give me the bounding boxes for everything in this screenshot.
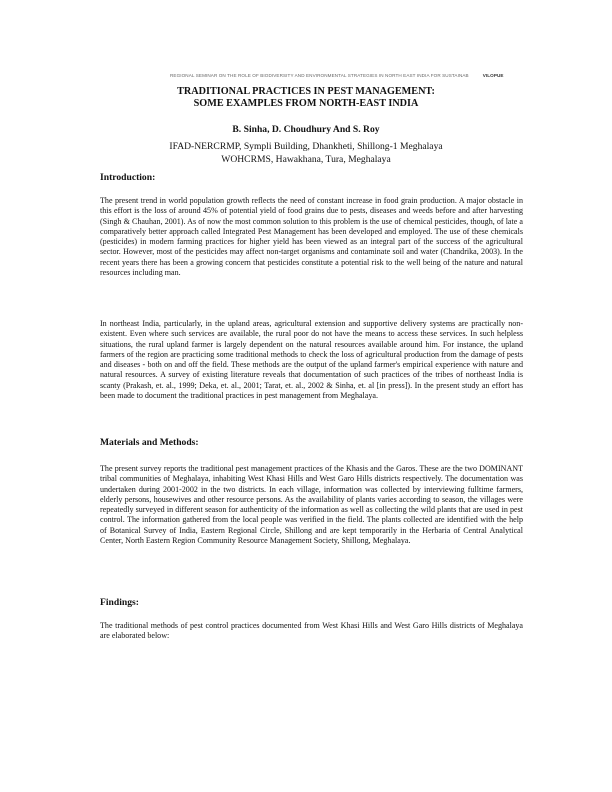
findings-heading: Findings: xyxy=(100,597,139,608)
introduction-heading: Introduction: xyxy=(100,172,156,183)
findings-paragraph-1: The traditional methods of pest control practices documented from West Khasi Hills and West Garo Hills districts of Meghalaya are elaborated below: xyxy=(100,621,523,641)
methods-heading: Materials and Methods: xyxy=(100,437,199,448)
affiliations xyxy=(100,141,512,166)
methods-paragraph-1: The present survey reports the traditional pest management practices of the Khasis and the Garos. These are the two DOMINANT tribal communities of Meghalaya, inhabiting West Khasi Hills and West Garo Hills districts respectively. The documentation was undertaken during 2001-2002 in the two districts. In each village, information was collected by interviewing fulltime farmers, elderly persons, housewives and other resource persons. As the availability of plants varies according to season, the villages were repeatedly surveyed in different season for authenticity of the information as well as collecting the wild plants that are used in pest control. The information gathered from the local people was verified in the field. The plants collected are identified with the help of Botanical Survey of India, Eastern Regional Circle, Shillong and are kept temporarily in the Herbaria of Central Analytical Center, North Eastern Region Community Resource Management Society, Shillong, Meghalaya. xyxy=(100,464,523,546)
running-header xyxy=(170,73,570,78)
title-line-1: TRADITIONAL PRACTICES IN PEST MANAGEMENT: xyxy=(177,86,435,97)
affiliation-line-1: IFAD-NERCRMP, Sympli Building, Dhankheti, Shillong-1 Meghalaya xyxy=(169,141,443,152)
article-title xyxy=(100,86,512,110)
introduction-paragraph-1: The present trend in world population growth reflects the need of constant increase in food grain production. A major obstacle in this effort is the loss of around 45% of potential yield of food grains due to pests, diseases and weeds before and after harvesting (Singh & Chauhan, 2001). As of now the most common solution to this problem is the use of chemical pesticides, though, of late a comparatively better approach called Integrated Pest Management has been developed and employed. The use of these chemicals (pesticides) in modern farming practices for higher yield has been viewed as an integral part of the success of the agricultural sector. However, most of the pesticides may affect non-target organisms and contaminate soil and water (Chandrika, 2003). In the recent years there has been a growing concern that pesticides constitute a potential risk to the well being of the nature and natural resources including man. xyxy=(100,196,523,278)
running-title: REGIONAL SEMINAR ON THE ROLE OF BIODIVERSITY AND ENVIRONMENTAL STRATEGIES IN NORTH EAST INDIA FOR SUSTAINAB xyxy=(170,73,469,78)
authors: B. Sinha, D. Choudhury And S. Roy xyxy=(232,124,380,135)
affiliation-line-2: WOHCRMS, Hawakhana, Tura, Meghalaya xyxy=(221,153,391,165)
title-line-2: SOME EXAMPLES FROM NORTH-EAST INDIA xyxy=(193,98,419,109)
introduction-paragraph-2: In northeast India, particularly, in the upland areas, agricultural extension and supportive delivery systems are practically non-existent. Even where such services are available, the rural poor do not have the means to access these services. In such helpless situations, the rural upland farmer is largely dependent on the natural resources available around him. For instance, the upland farmers of the region are practicing some traditional methods to check the loss of agricultural production from the damage of pests and diseases - both on and off the field. These methods are the output of the upland farmer's empirical experience with nature and natural resources. A survey of existing literature reveals that documentation of such practices of the tribes of northeast India is scanty (Prakash, et. al., 1999; Deka, et. al., 2001; Tarat, et. al., 2002 & Sinha, et. al [in press]). In the present study an effort has been made to document the traditional practices in pest management from Meghalaya. xyxy=(100,319,523,401)
volume-label: VILOPUE xyxy=(482,73,504,78)
